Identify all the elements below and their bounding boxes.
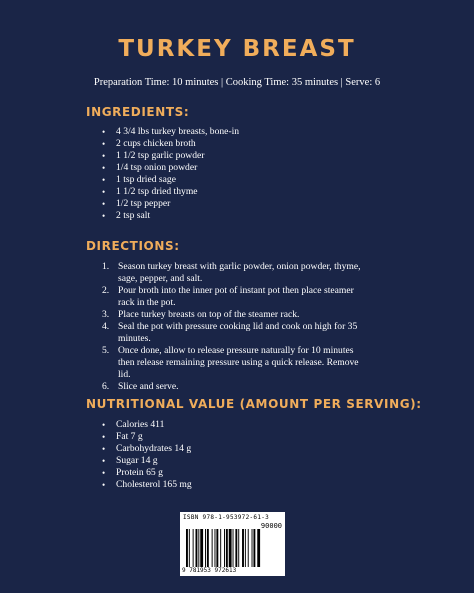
list-item — [102, 309, 372, 321]
list-item: • 1 1/2 tsp dried thyme — [102, 186, 402, 198]
price-code: 90000 — [260, 522, 282, 530]
step-number: 2. — [102, 285, 110, 296]
recipe-meta: Preparation Time: 10 minutes | Cooking Time: 35 minutes | Serve: 6 — [93, 77, 381, 88]
step-number: 5. — [102, 345, 110, 356]
step-number: 1. — [102, 261, 110, 272]
ingredients-list — [102, 126, 402, 222]
step-text: Place turkey breasts on top of the steamer rack. — [118, 309, 300, 320]
list-item: • 2 cups chicken broth — [102, 138, 402, 150]
list-item — [102, 321, 372, 345]
recipe-title: TURKEY BREAST — [118, 36, 356, 62]
step-text: Slice and serve. — [118, 381, 179, 392]
list-item: • 4 3/4 lbs turkey breasts, bone-in — [102, 126, 402, 138]
list-item: • Calories 411 — [102, 419, 402, 431]
step-number: 4. — [102, 321, 110, 332]
list-item: • 1 tsp dried sage — [102, 174, 402, 186]
list-item: • 1/4 tsp onion powder — [102, 162, 402, 174]
step-text: Seal the pot with pressure cooking lid and cook on high for 35 minutes. — [118, 321, 358, 344]
list-item: • Cholesterol 165 mg — [102, 479, 402, 491]
list-item: • Carbohydrates 14 g — [102, 443, 402, 455]
directions-heading: DIRECTIONS: — [86, 239, 180, 253]
isbn-text: ISBN 978-1-953972-61-3 — [183, 514, 270, 521]
list-item: • 2 tsp salt — [102, 210, 402, 222]
list-item: • Sugar 14 g — [102, 455, 402, 467]
ingredients-heading: INGREDIENTS: — [86, 105, 190, 119]
nutrition-list — [102, 419, 402, 491]
list-item — [102, 285, 372, 309]
nutrition-heading: NUTRITIONAL VALUE (AMOUNT PER SERVING): — [86, 397, 422, 411]
isbn-barcode — [180, 512, 285, 576]
list-item — [102, 381, 372, 393]
list-item — [102, 345, 372, 381]
step-text: Pour broth into the inner pot of instant pot then place steamer rack in the pot. — [118, 285, 354, 308]
list-item — [102, 261, 372, 285]
step-number: 6. — [102, 381, 110, 392]
directions-list — [102, 261, 372, 393]
list-item: • 1 1/2 tsp garlic powder — [102, 150, 402, 162]
step-number: 3. — [102, 309, 110, 320]
ean-digits: 9 781953 972613 — [182, 567, 237, 574]
list-item: • 1/2 tsp pepper — [102, 198, 402, 210]
list-item: • Protein 65 g — [102, 467, 402, 479]
step-text: Once done, allow to release pressure naturally for 10 minutes then release remaining pressure using a quick release. Remove lid. — [118, 345, 359, 380]
step-text: Season turkey breast with garlic powder, onion powder, thyme, sage, pepper, and salt. — [118, 261, 361, 284]
list-item: • Fat 7 g — [102, 431, 402, 443]
barcode-bars-icon — [186, 529, 280, 567]
